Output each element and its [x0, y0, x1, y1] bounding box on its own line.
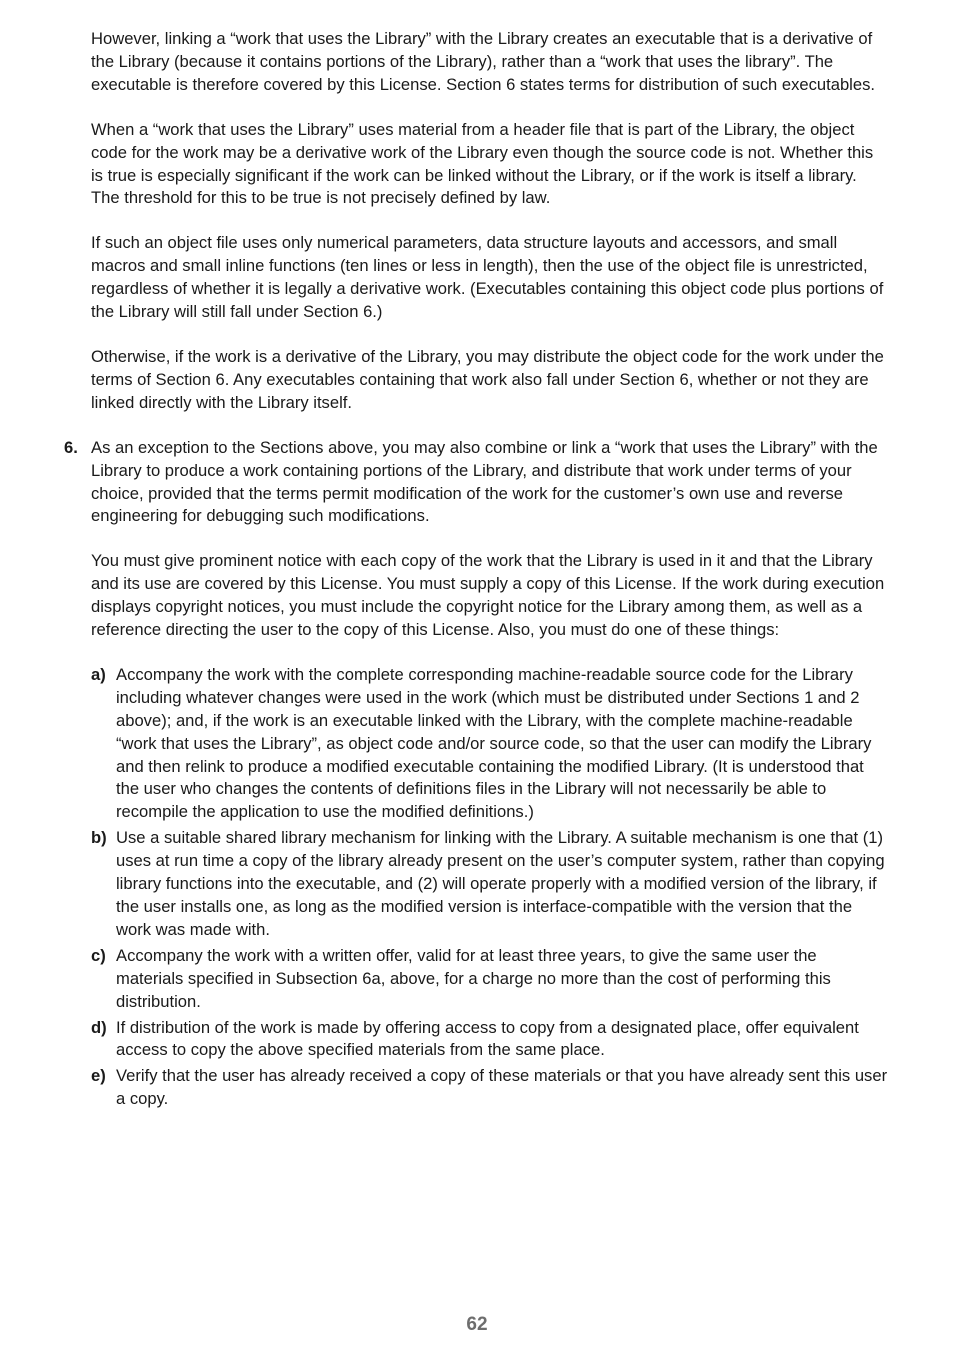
list-item-text: Verify that the user has already received a copy of these materials or that you have already sent this user a copy. [116, 1066, 888, 1109]
list-item [0, 1065, 954, 1111]
list-item-text: If distribution of the work is made by offering access to copy from a designated place, offer equivalent access to copy the above specified materials from the same place. [116, 1017, 859, 1060]
list-item-letter: b) [91, 828, 107, 848]
list-item-letter: e) [91, 1066, 106, 1086]
paragraph-object-file: If such an object file uses only numerical parameters, data structure layouts and accessors, and small macros and small inline functions (ten lines or less in length), then the use of the object file is unrestricted, regardless of whether it is legally a derivative work. (Executables containing this object code plus portions of the Library will still fall under Section 6.) [91, 233, 884, 322]
document-body [0, 28, 954, 1114]
list-item [0, 945, 954, 1014]
list-item-text: Use a suitable shared library mechanism for linking with the Library. A suitable mechanism is one that (1) uses at run time a copy of the library already present on the user’s computer system, rather than copying library functions into the executable, and (2) will operate properly with a modified version of the library, if the user installs one, as long as the modified version is interface-compatible with the version that the work was made with. [116, 828, 885, 939]
requirements-list [0, 664, 954, 1111]
list-item-letter: a) [91, 664, 106, 684]
list-item-letter: c) [91, 945, 106, 965]
list-item [0, 1017, 954, 1063]
paragraph-prominent-notice: You must give prominent notice with each copy of the work that the Library is used in it and that the Library and its use are covered by this License. You must supply a copy of this License. If the work during execution displays copyright notices, you must include the copyright notice for the Library among them, as well as a reference directing the user to the copy of this License. Also, you must do one of these things: [91, 551, 885, 640]
list-item-letter: d) [91, 1017, 107, 1037]
page-number: 62 [466, 1314, 488, 1335]
list-item-text: Accompany the work with a written offer, valid for at least three years, to give the same user the materials specified in Subsection 6a, above, for a charge no more than the cost of performing this distribution. [116, 945, 831, 1011]
section-6 [0, 437, 954, 529]
list-item [0, 827, 954, 942]
list-item-text: Accompany the work with the complete corresponding machine-readable source code for the Library including whatever changes were used in the work (which must be distributed under Sections 1 and 2 above); and, if the work is an executable linked with the Library, with the complete machine-readable “work that uses the Library”, as object code and/or source code, so that the user can modify the Library and then relink to produce a modified executable containing the modified Library. (It is understood that the user who changes the contents of definitions files in the Library will not necessarily be able to recompile the application to use the modified definitions.) [116, 664, 872, 822]
list-item [0, 664, 954, 824]
paragraph-header-file: When a “work that uses the Library” uses material from a header file that is part of the Library, the object code for the work may be a derivative work of the Library even though the source code is not. Whether this is true is especially significant if the work can be linked without the Library, or if the work is itself a library. The threshold for this to be true is not precisely defined by law. [91, 119, 874, 208]
paragraph-otherwise: Otherwise, if the work is a derivative of the Library, you may distribute the object code for the work under the terms of Section 6. Any executables containing that work also fall under Section 6, whether or not they are linked directly with the Library itself. [91, 346, 884, 412]
section-number: 6. [64, 437, 78, 457]
section-6-text: As an exception to the Sections above, you may also combine or link a “work that uses the Library” with the Library to produce a work containing portions of the Library, and distribute that work under terms of your choice, provided that the terms permit modification of the work for the customer’s own use and reverse engineering for debugging such modifications. [91, 437, 878, 526]
paragraph-linking: However, linking a “work that uses the Library” with the Library creates an executable that is a derivative of the Library (because it contains portions of the Library), rather than a “work that uses the library”. The executable is therefore covered by this License. Section 6 states terms for distribution of such executables. [91, 29, 876, 94]
